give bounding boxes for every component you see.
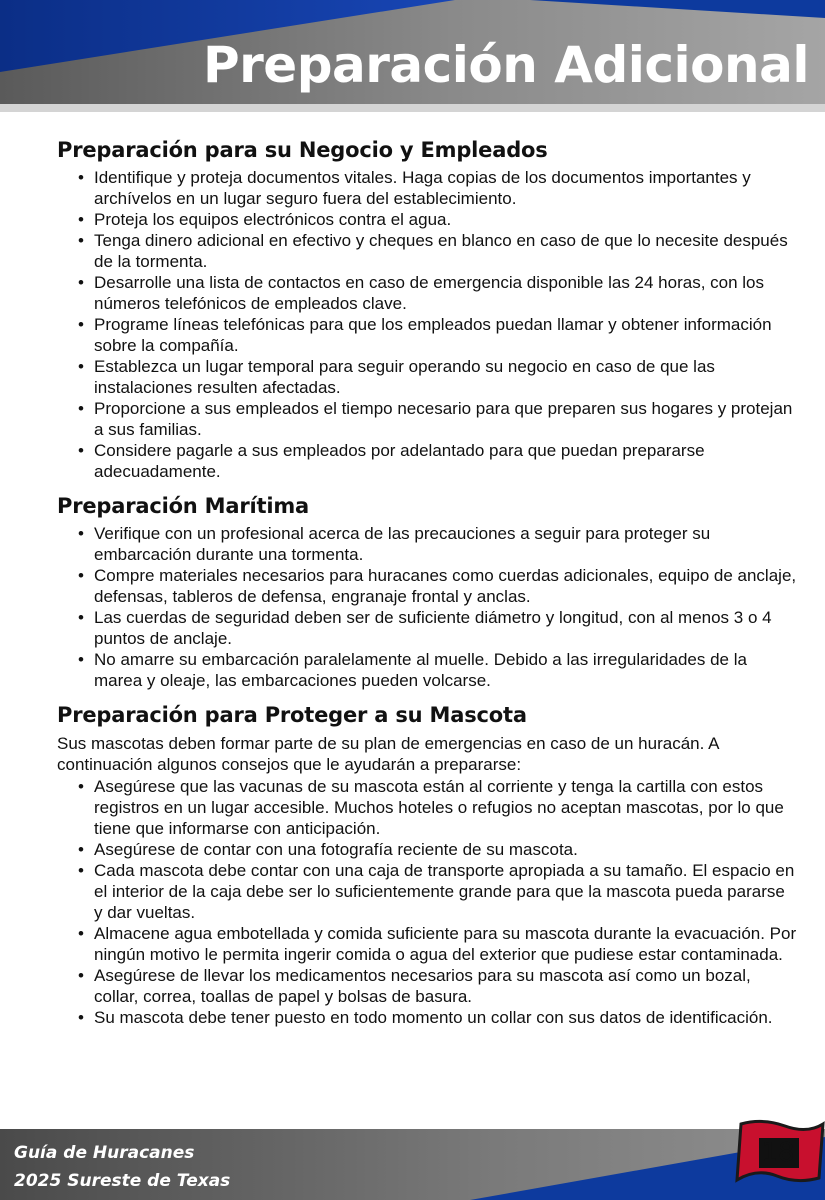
list-item: • Considere pagarle a sus empleados por adelantado para que puedan prepararse adecuadamente.	[78, 440, 797, 482]
list-item: • Compre materiales necesarios para huracanes como cuerdas adicionales, equipo de anclaje, defensas, tableros de defensa, engranaje frontal y anclas.	[78, 565, 797, 607]
maritime-section	[57, 494, 797, 691]
list-item: • Establezca un lugar temporal para seguir operando su negocio en caso de que las instalaciones resulten afectadas.	[78, 356, 797, 398]
pet-section	[57, 703, 797, 1027]
list-item: • Tenga dinero adicional en efectivo y cheques en blanco en caso de que lo necesite después de la tormenta.	[78, 230, 797, 272]
list-item: • Desarrolle una lista de contactos en caso de emergencia disponible las 24 horas, con los números telefónicos de empleados clave.	[78, 272, 797, 314]
footer-text	[14, 1139, 230, 1195]
list-item: • Cada mascota debe contar con una caja de transporte apropiada a su tamaño. El espacio en el interior de la caja debe ser lo suficientemente grande para que la mascota pueda pararse y dar vueltas.	[78, 860, 797, 923]
bullet-list	[57, 523, 797, 691]
list-item: • Asegúrese de contar con una fotografía reciente de su mascota.	[78, 839, 797, 860]
business-section	[57, 138, 797, 482]
list-item: • Asegúrese de llevar los medicamentos necesarios para su mascota así como un bozal, collar, correa, toallas de papel y bolsas de basura.	[78, 965, 797, 1007]
page-number: 18	[761, 1138, 795, 1168]
list-item: • Programe líneas telefónicas para que los empleados puedan llamar y obtener información sobre la compañía.	[78, 314, 797, 356]
page-header	[0, 0, 825, 112]
section-title: Preparación para Proteger a su Mascota	[57, 703, 527, 728]
list-item: • Proporcione a sus empleados el tiempo necesario para que preparen sus hogares y protejan a sus familias.	[78, 398, 797, 440]
list-item: • No amarre su embarcación paralelamente al muelle. Debido a las irregularidades de la marea y oleaje, las embarcaciones pueden volcarse.	[78, 649, 797, 691]
bullet-list	[57, 167, 797, 482]
guide-title: Guía de Huracanes	[14, 1143, 195, 1163]
list-item: • Asegúrese que las vacunas de su mascota están al corriente y tenga la cartilla con estos registros en un lugar accesible. Muchos hoteles o refugios no aceptan mascotas, por lo que tiene que informarse con anticipación.	[78, 776, 797, 839]
list-item: • Su mascota debe tener puesto en todo momento un collar con sus datos de identificación.	[78, 1007, 797, 1028]
page-title: Preparación Adicional	[202, 36, 809, 94]
page-footer	[0, 1129, 825, 1200]
list-item: • Verifique con un profesional acerca de las precauciones a seguir para proteger su embarcación durante una tormenta.	[78, 523, 797, 565]
list-item: • Proteja los equipos electrónicos contra el agua.	[78, 209, 797, 230]
page-content	[57, 138, 797, 1028]
guide-subtitle: 2025 Sureste de Texas	[14, 1171, 231, 1191]
section-title: Preparación para su Negocio y Empleados	[57, 138, 548, 162]
list-item: • Identifique y proteja documentos vitales. Haga copias de los documentos importantes y archívelos en un lugar seguro fuera del establecimiento.	[78, 167, 797, 209]
list-item: • Las cuerdas de seguridad deben ser de suficiente diámetro y longitud, con al menos 3 o 4 puntos de anclaje.	[78, 607, 797, 649]
section-intro: Sus mascotas deben formar parte de su plan de emergencias en caso de un huracán. A continuación algunos consejos que le ayudarán a prepararse:	[57, 733, 719, 774]
bullet-list	[57, 776, 797, 1028]
section-title: Preparación Marítima	[57, 494, 309, 519]
list-item: • Almacene agua embotellada y comida suficiente para su mascota durante la evacuación. Por ningún motivo le permita ingerir comida o agua del exterior que pudiese estar contaminada.	[78, 923, 797, 965]
